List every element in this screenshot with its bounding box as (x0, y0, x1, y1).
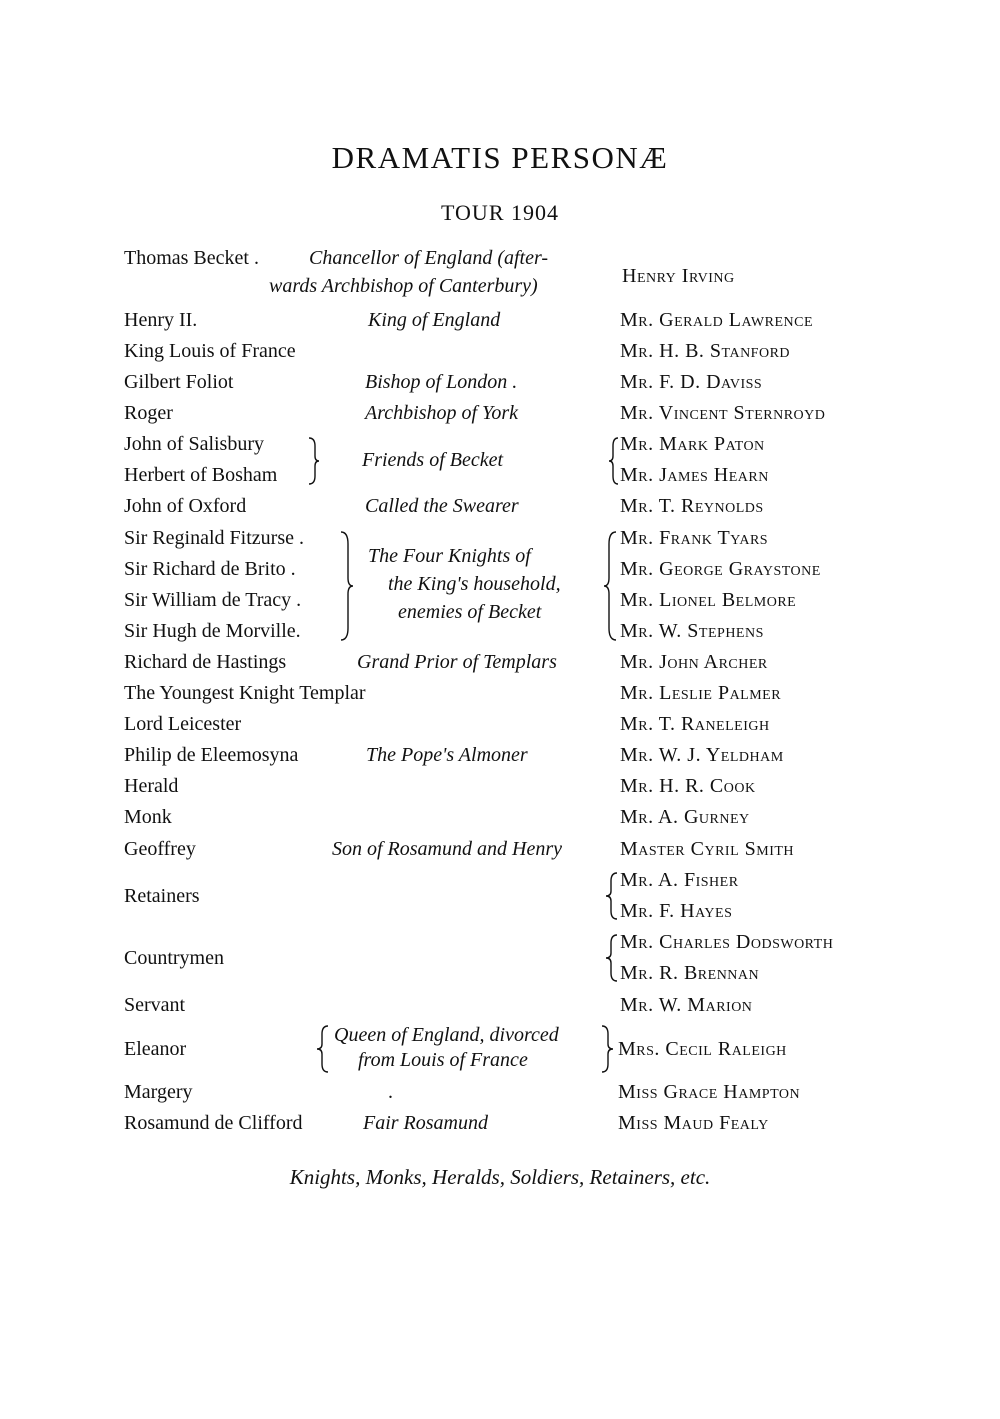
character-name: Margery (124, 1081, 193, 1103)
character-name: John of Salisbury (124, 433, 264, 455)
character-description: wards Archbishop of Canterbury) (269, 275, 538, 297)
character-name: Lord Leicester (124, 713, 242, 735)
actor-name: Mr. Frank Tyars (620, 527, 769, 549)
actor-name: Mr. Leslie Palmer (620, 682, 782, 704)
actor-name: Miss Grace Hampton (618, 1081, 801, 1103)
actor-name: Mr. Lionel Belmore (620, 589, 797, 611)
character-name: Richard de Hastings (124, 651, 287, 673)
left-brace-icon (316, 1024, 330, 1074)
left-brace-icon (605, 933, 619, 983)
actor-name: Mr. Charles Dodsworth (620, 931, 834, 953)
actor-name: Miss Maud Fealy (618, 1112, 769, 1134)
character-name: John of Oxford (124, 495, 247, 517)
left-brace-icon (603, 530, 619, 642)
actor-name: Mr. F. Hayes (620, 900, 733, 922)
character-name: Gilbert Foliot (124, 371, 234, 393)
left-brace-icon (608, 436, 620, 486)
character-name: Sir Hugh de Morville. (124, 620, 301, 642)
character-name: Philip de Eleemosyna (124, 744, 299, 766)
character-description: Called the Swearer (365, 495, 519, 517)
character-name: Herbert of Bosham (124, 464, 278, 486)
character-description: Fair Rosamund (363, 1112, 488, 1134)
actor-name: Mr. W. J. Yeldham (620, 744, 784, 766)
footer-note: Knights, Monks, Heralds, Soldiers, Retainers, etc. (289, 1165, 711, 1189)
character-name: Countrymen (124, 947, 224, 969)
actor-name: Mr. James Hearn (620, 464, 769, 486)
character-name: Sir Richard de Brito . (124, 558, 296, 580)
character-name: Monk (124, 806, 172, 828)
group-description: the King's household, (388, 573, 561, 595)
group-description: enemies of Becket (398, 601, 542, 623)
character-name: Sir Reginald Fitzurse . (124, 527, 304, 549)
character-name: Servant (124, 994, 186, 1016)
actor-name: Mr. George Graystone (620, 558, 821, 580)
character-description: Son of Rosamund and Henry (332, 838, 562, 860)
character-name: Herald (124, 775, 179, 797)
character-name: Retainers (124, 885, 200, 907)
character-description: King of England (368, 309, 501, 331)
actor-name: Mr. A. Gurney (620, 806, 750, 828)
character-name: Roger (124, 402, 173, 424)
character-description: Grand Prior of Templars (357, 651, 557, 673)
page-subtitle: TOUR 1904 (441, 200, 559, 225)
actor-name: Mr. W. Stephens (620, 620, 764, 642)
actor-name: Mrs. Cecil Raleigh (618, 1038, 787, 1060)
actor-name: Mr. T. Reynolds (620, 495, 764, 517)
actor-name: Mr. W. Marion (620, 994, 753, 1016)
character-name: King Louis of France (124, 340, 296, 362)
character-description: . (388, 1081, 393, 1103)
actor-name: Mr. Mark Paton (620, 433, 765, 455)
character-name: Geoffrey (124, 838, 196, 860)
character-name: Sir William de Tracy . (124, 589, 302, 611)
character-description: Bishop of London . (365, 371, 518, 393)
character-name: Henry II. (124, 309, 198, 331)
character-description: Archbishop of York (365, 402, 518, 424)
actor-name: Mr. F. D. Daviss (620, 371, 763, 393)
actor-name: Mr. T. Raneleigh (620, 713, 770, 735)
actor-name: Mr. R. Brennan (620, 962, 760, 984)
character-description: Queen of England, divorced (334, 1024, 559, 1046)
character-description: Chancellor of England (after- (309, 247, 549, 269)
right-brace-icon (600, 1024, 614, 1074)
right-brace-icon (306, 436, 320, 486)
character-name: Rosamund de Clifford (124, 1112, 303, 1134)
actor-name: Mr. Gerald Lawrence (620, 309, 814, 331)
actor-name: Master Cyril Smith (620, 838, 795, 860)
character-description: from Louis of France (358, 1049, 528, 1071)
right-brace-icon (338, 530, 354, 642)
actor-name: Mr. A. Fisher (620, 869, 739, 891)
actor-name: Mr. H. R. Cook (620, 775, 756, 797)
group-description: Friends of Becket (362, 449, 504, 471)
left-brace-icon (605, 871, 619, 921)
character-name: The Youngest Knight Templar (124, 682, 366, 704)
actor-name: Mr. Vincent Sternroyd (620, 402, 826, 424)
character-description: The Pope's Almoner (366, 744, 528, 766)
actor-name: Mr. H. B. Stanford (620, 340, 791, 362)
character-name: Eleanor (124, 1038, 187, 1060)
actor-name: Mr. John Archer (620, 651, 768, 673)
actor-name: Henry Irving (622, 265, 735, 287)
page-title: DRAMATIS PERSONÆ (331, 140, 669, 175)
group-description: The Four Knights of (368, 545, 531, 567)
character-name: Thomas Becket . (124, 247, 259, 269)
